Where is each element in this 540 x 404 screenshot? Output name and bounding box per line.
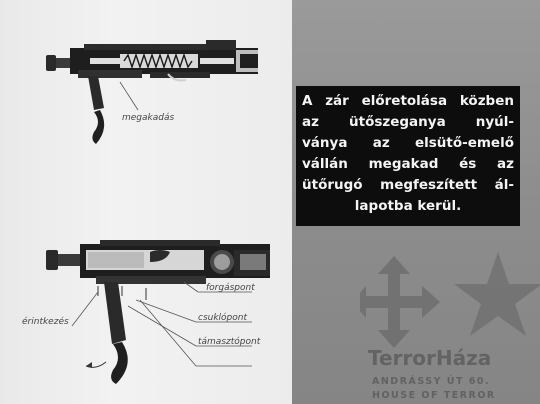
label-erintkezes: érintkezés (22, 317, 69, 327)
caption-line-4: vállán megakad és az (302, 156, 514, 172)
caption-line-6: lapotba kerül. (354, 198, 462, 214)
label-tamasztopont: támasztópont (198, 337, 261, 347)
watermark-address: ANDRÁSSY ÚT 60. (372, 376, 491, 387)
watermark-name: TerrorHáza (368, 346, 492, 370)
watermark-logo-icon (360, 250, 540, 360)
caption-line-1: A zár előretolása közben (302, 93, 514, 109)
bottom-mechanism-drawing (46, 240, 270, 384)
label-megakadas: megakadás (122, 113, 175, 123)
watermark-subtitle: HOUSE OF TERROR (372, 390, 496, 401)
watermark (360, 250, 540, 404)
top-mechanism-drawing (46, 40, 258, 144)
label-forgaspont: forgáspont (206, 283, 255, 293)
caption-line-2: az ütőszeganya nyúl- (302, 114, 514, 130)
caption-line-3: ványa az elsütő-emelő (302, 135, 514, 151)
label-csuklopont: csuklópont (198, 313, 248, 323)
caption-line-5: ütőrugó megfeszített ál- (302, 177, 514, 193)
caption-box (296, 86, 520, 226)
